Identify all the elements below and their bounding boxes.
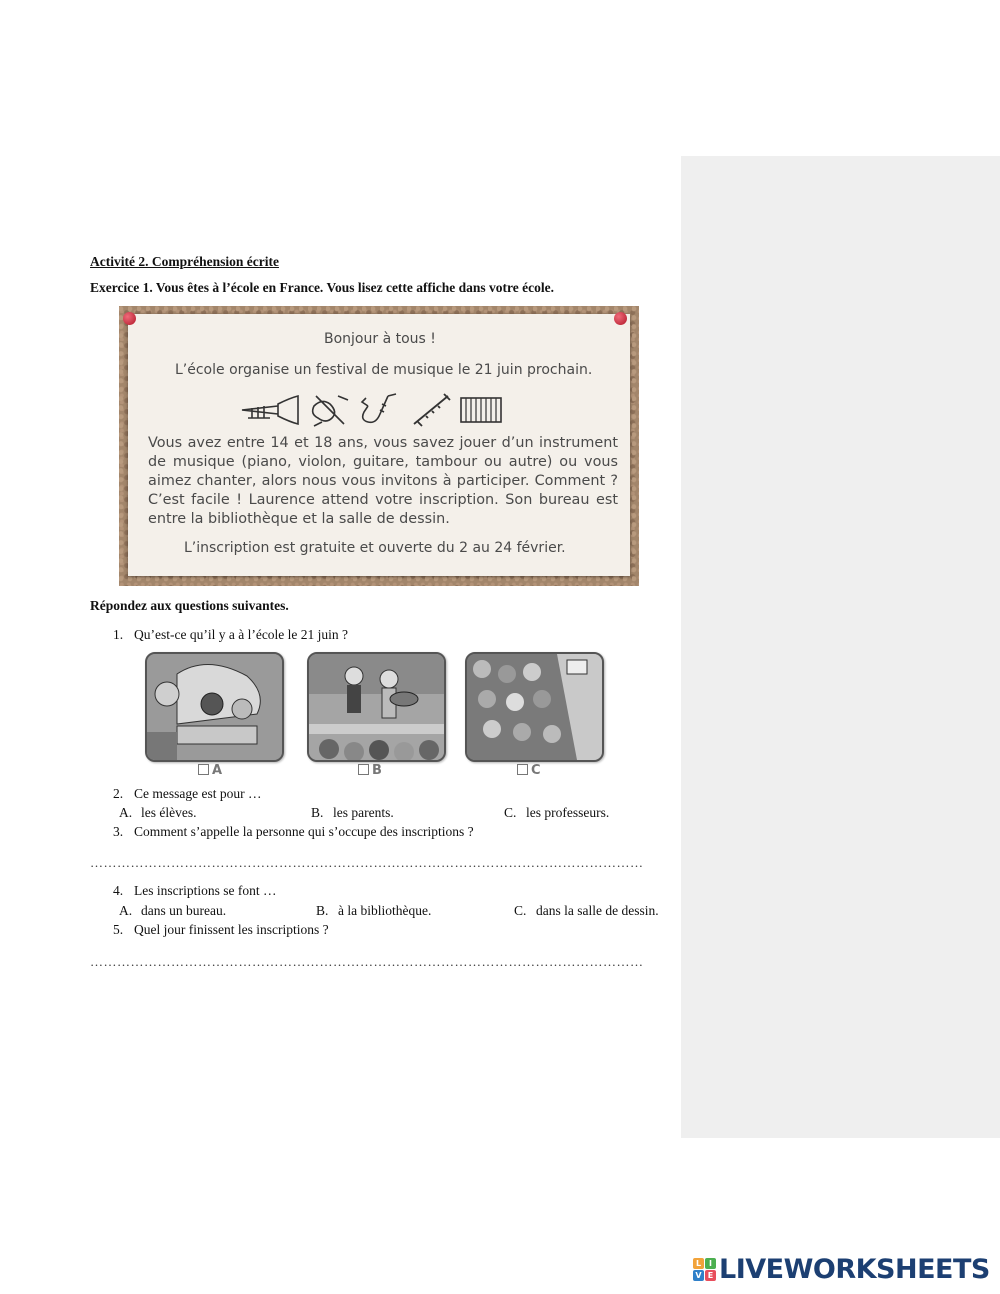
- q4-option-a[interactable]: dans un bureau.: [141, 903, 227, 918]
- q2-option-a-letter: A.: [119, 805, 133, 820]
- option-b-checkbox[interactable]: B: [358, 763, 382, 778]
- q2-option-b[interactable]: les parents.: [333, 805, 394, 820]
- questions-heading: Répondez aux questions suivantes.: [90, 598, 289, 613]
- liveworksheets-logo-icon: L I V E: [693, 1258, 717, 1282]
- checkbox-icon[interactable]: [517, 764, 528, 775]
- flute-icon: [410, 392, 452, 428]
- accordion-icon: [458, 392, 504, 428]
- question-3-text: Comment s’appelle la personne qui s’occupe des inscriptions ?: [134, 824, 474, 839]
- option-a-checkbox[interactable]: A: [198, 763, 222, 778]
- question-2-text: Ce message est pour …: [134, 786, 262, 801]
- poster-headline: L’école organise un festival de musique le 21 juin prochain.: [175, 362, 593, 378]
- trumpet-icon: [238, 392, 302, 428]
- pushpin-right: [614, 312, 627, 325]
- q4-option-b-letter: B.: [316, 903, 329, 918]
- liveworksheets-logo-text: LIVEWORKSHEETS: [719, 1254, 990, 1285]
- q4-option-c-letter: C.: [514, 903, 527, 918]
- poster: [128, 314, 630, 576]
- q2-option-c[interactable]: les professeurs.: [526, 805, 610, 820]
- poster-body: Vous avez entre 14 et 18 ans, vous savez jouer d’un instrument de musique (piano, violon, guitare, tambour ou autre) ou vous aimez chanter, alors nous vous invitons à participer. Comment ? C’est facile ! Laurence attend votre inscription. Son bureau est entre la bibliothèque et la salle de dessin.: [148, 435, 618, 527]
- answer-line-q5[interactable]: ……………………………………………………………………………………………………………: [90, 954, 644, 969]
- question-5-text: Quel jour finissent les inscriptions ?: [134, 922, 329, 937]
- q4-option-b[interactable]: à la bibliothèque.: [338, 903, 432, 918]
- exercise-instruction: Exercice 1. Vous êtes à l’école en France. Vous lisez cette affiche dans votre école.: [90, 280, 555, 295]
- q2-option-c-letter: C.: [504, 805, 517, 820]
- question-1-text: Qu’est-ce qu’il y a à l’école le 21 juin ?: [134, 627, 349, 642]
- q4-option-c[interactable]: dans la salle de dessin.: [536, 903, 659, 918]
- activity-title: Activité 2. Compréhension écrite: [90, 254, 279, 269]
- question-2-number: 2.: [113, 786, 124, 801]
- option-c-checkbox[interactable]: C: [517, 763, 541, 778]
- checkbox-icon[interactable]: [358, 764, 369, 775]
- question-1-number: 1.: [113, 627, 124, 642]
- q2-option-a[interactable]: les élèves.: [141, 805, 197, 820]
- guitar-icon: [308, 392, 352, 428]
- answer-line-q3[interactable]: ……………………………………………………………………………………………………………: [90, 855, 644, 870]
- pushpin-left: [123, 312, 136, 325]
- comment-pane: [681, 156, 1000, 1138]
- q4-option-a-letter: A.: [119, 903, 133, 918]
- question-3-number: 3.: [113, 824, 124, 839]
- q2-option-b-letter: B.: [311, 805, 324, 820]
- poster-greeting: Bonjour à tous !: [324, 331, 436, 347]
- question-4-text: Les inscriptions se font …: [134, 883, 277, 898]
- question-5-number: 5.: [113, 922, 124, 937]
- saxophone-icon: [358, 392, 402, 428]
- option-a-image[interactable]: [145, 652, 284, 762]
- question-4-number: 4.: [113, 883, 124, 898]
- poster-footer: L’inscription est gratuite et ouverte du 2 au 24 février.: [184, 540, 566, 556]
- checkbox-icon[interactable]: [198, 764, 209, 775]
- option-c-image[interactable]: [465, 652, 604, 762]
- option-b-image[interactable]: [307, 652, 446, 762]
